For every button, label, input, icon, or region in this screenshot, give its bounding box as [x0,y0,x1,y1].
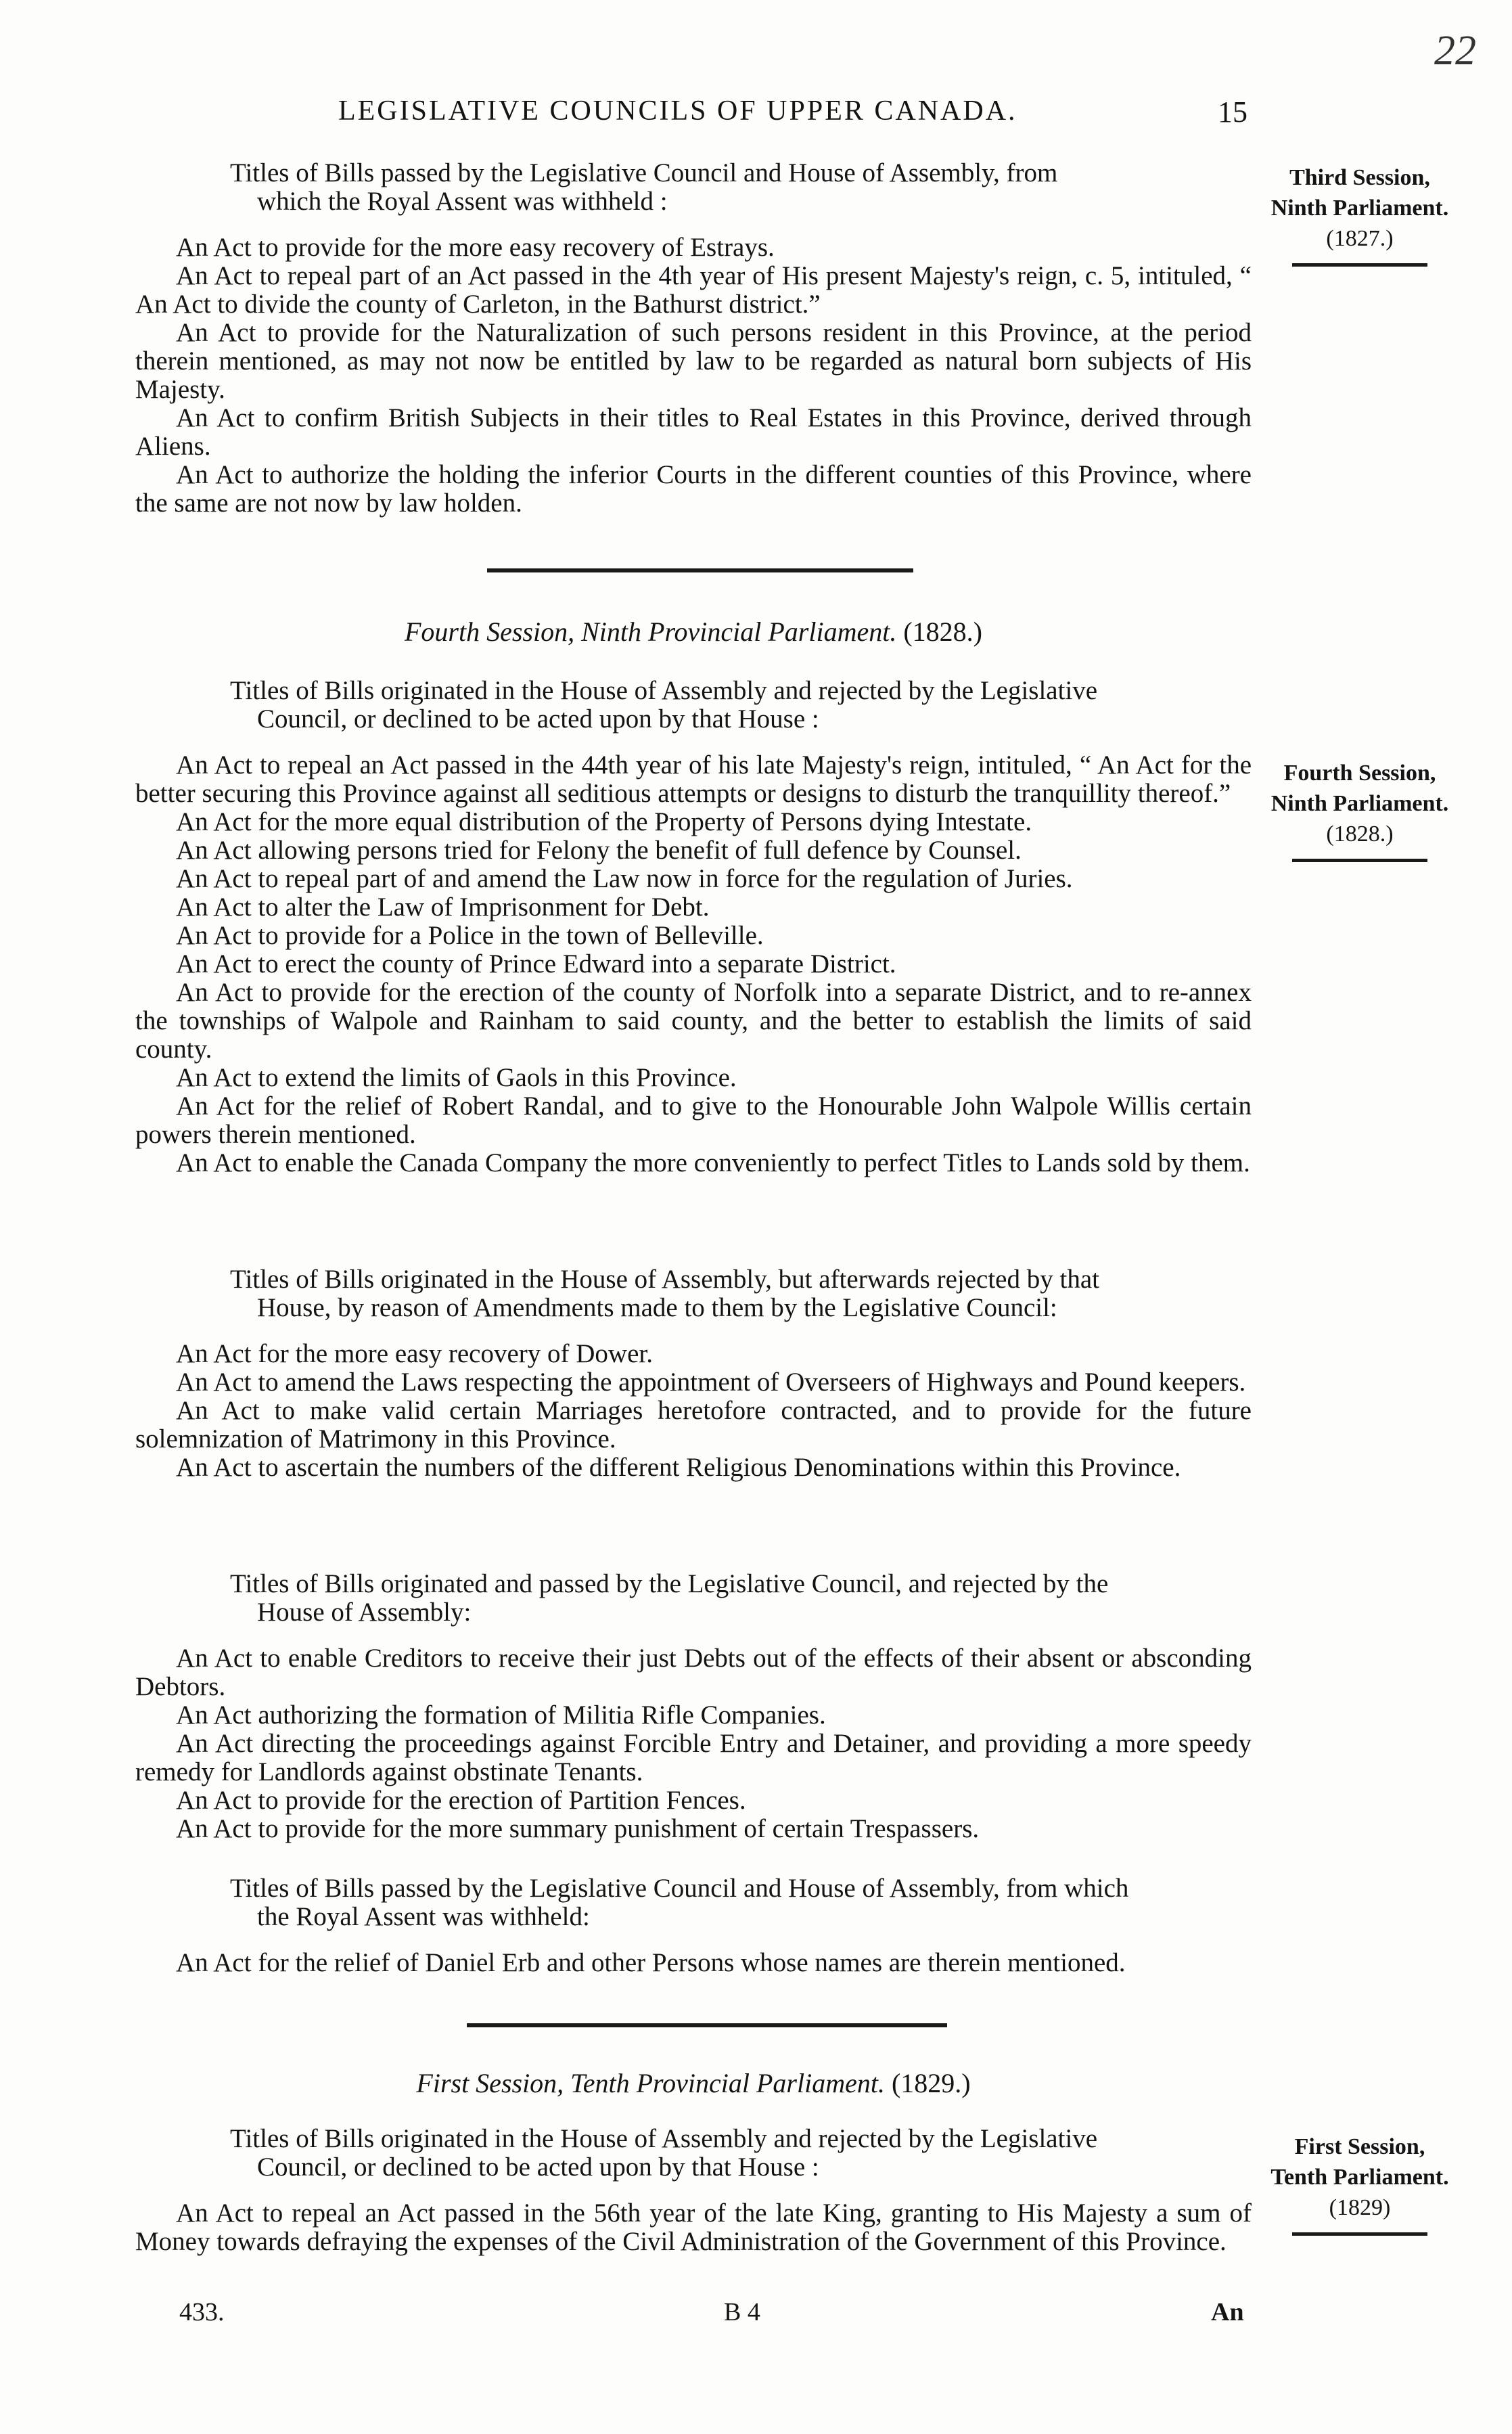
section-rejected-by-amendments [135,1265,1252,1482]
section-fourth-session-rejected [135,677,1252,1177]
running-head: LEGISLATIVE COUNCILS OF UPPER CANADA. [338,95,1017,127]
act-entry: An Act to ascertain the numbers of the different Religious Denominations within this Province. [176,1453,1181,1482]
act-entry: An Act for the more equal distribution of the Property of Persons dying Intestate. [176,807,1032,836]
act-entry: An Act to repeal part of an Act passed in the 4th year of His present Majesty's reign, c. 5, intituled, “ An Act to divide the county of Carleton, in the Bathurst district.” [135,261,1252,319]
section-caption [135,1570,1252,1627]
section-third-session-withheld [135,159,1252,518]
margin-note-line: Tenth Parliament. [1270,2165,1449,2190]
caption-line: Titles of Bills originated in the House of Assembly and rejected by the Legislative [230,2124,1098,2153]
margin-note-line: Third Session, [1289,165,1430,190]
session-year: (1828.) [903,616,982,647]
act-entry: An Act to provide for a Police in the town of Belleville. [176,921,764,950]
act-entry: An Act to enable the Canada Company the more conveniently to perfect Titles to Lands sold by them. [176,1148,1250,1177]
caption-line: the Royal Assent was withheld: [257,1902,590,1931]
act-entry: An Act to make valid certain Marriages heretofore contracted, and to provide for the future solemnization of Matrimony in this Province. [135,1396,1252,1453]
session-title: Fourth Session, Ninth Provincial Parliament. [404,616,897,647]
act-entry: An Act to provide for the erection of Partition Fences. [176,1786,746,1815]
act-entry: An Act to confirm British Subjects in their titles to Real Estates in this Province, derived through Aliens. [135,403,1252,461]
act-entry: An Act to repeal an Act passed in the 44th year of his late Majesty's reign, intituled, “ An Act for the better securing this Province against all seditious attempts or designs to disturb the tranquillity thereof.” [135,750,1252,808]
act-entry: An Act to provide for the more easy recovery of Estrays. [176,233,775,262]
margin-note-line: Ninth Parliament. [1270,791,1449,816]
act-entry: An Act for the relief of Robert Randal, and to give to the Honourable John Walpole Willis certain powers therein mentioned. [135,1091,1252,1149]
act-entry: An Act to amend the Laws respecting the appointment of Overseers of Highways and Pound keepers. [176,1368,1246,1397]
section-caption [135,1874,1252,1931]
section-divider [487,568,913,572]
corner-mark: 22 [1434,28,1476,74]
act-entry: An Act authorizing the formation of Militia Rifle Companies. [176,1700,826,1730]
caption-line: House of Assembly: [257,1598,472,1627]
caption-line: Titles of Bills originated in the House of Assembly and rejected by the Legislative [230,676,1098,705]
section-caption [135,1265,1252,1322]
margin-note-line: Fourth Session, [1283,761,1436,786]
margin-note-line: Ninth Parliament. [1270,196,1449,221]
margin-rule [1292,2232,1427,2236]
section-council-rejected-by-assembly [135,1570,1252,1843]
act-entry: An Act to repeal part of and amend the Law now in force for the regulation of Juries. [176,864,1073,893]
session-heading-first-tenth [135,2067,1252,2099]
page-number: 15 [1218,95,1247,129]
footer-catchword: An [1211,2298,1244,2326]
act-entry: An Act for the more easy recovery of Dower. [176,1339,653,1368]
caption-line: Titles of Bills passed by the Legislative Council and House of Assembly, from which [230,1874,1129,1903]
act-entry: An Act to enable Creditors to receive their just Debts out of the effects of their absent or absconding Debtors. [135,1644,1252,1701]
act-entry: An Act to provide for the Naturalization of such persons resident in this Province, at the period therein mentioned, as may not now be entitled by law to be regarded as natural born subjects of His Majesty. [135,318,1252,404]
margin-rule [1292,859,1427,862]
act-entry: An Act to erect the county of Prince Edward into a separate District. [176,949,896,978]
section-caption [135,677,1252,734]
session-title: First Session, Tenth Provincial Parliament. [416,2068,885,2098]
margin-note-line: (1829) [1329,2195,1391,2220]
session-heading-fourth [135,616,1252,648]
caption-line: Titles of Bills passed by the Legislative Council and House of Assembly, from [230,158,1058,187]
section-caption [135,159,1252,216]
footer-sheet-number: 433. [179,2298,225,2326]
section-caption [135,2125,1252,2182]
caption-line: Titles of Bills originated and passed by the Legislative Council, and rejected by the [230,1569,1109,1598]
act-entry: An Act allowing persons tried for Felony the benefit of full defence by Counsel. [176,836,1022,865]
act-entry: An Act to extend the limits of Gaols in this Province. [176,1063,737,1092]
margin-note-line: First Session, [1294,2134,1425,2159]
margin-note-third-session [1258,162,1461,267]
margin-note-line: (1827.) [1326,226,1394,251]
act-entry: An Act to provide for the more summary punishment of certain Trespassers. [176,1814,980,1843]
section-divider [467,2023,947,2027]
footer-signature: B 4 [724,2298,760,2326]
act-entry: An Act for the relief of Daniel Erb and other Persons whose names are therein mentioned. [176,1948,1126,1977]
section-fourth-session-withheld [135,1874,1252,1977]
margin-note-first-session [1258,2132,1461,2236]
caption-line: which the Royal Assent was withheld : [257,187,668,216]
margin-note-line: (1828.) [1326,821,1394,847]
margin-note-fourth-session [1258,758,1461,862]
caption-line: House, by reason of Amendments made to them by the Legislative Council: [257,1293,1057,1322]
act-entry: An Act directing the proceedings against Forcible Entry and Detainer, and providing a more speedy remedy for Landlords against obstinate Tenants. [135,1729,1252,1786]
act-entry: An Act to authorize the holding the inferior Courts in the different counties of this Province, where the same are not now by law holden. [135,460,1252,518]
act-entry: An Act to alter the Law of Imprisonment for Debt. [176,893,710,922]
session-year: (1829.) [891,2068,971,2098]
caption-line: Titles of Bills originated in the House of Assembly, but afterwards rejected by that [230,1265,1099,1294]
caption-line: Council, or declined to be acted upon by that House : [257,2153,819,2182]
margin-rule [1292,263,1427,267]
act-entry: An Act to repeal an Act passed in the 56th year of the late King, granting to His Majesty a sum of Money towards defraying the expenses of the Civil Administration of the Government of this Province. [135,2199,1252,2256]
section-first-session-rejected [135,2125,1252,2256]
caption-line: Council, or declined to be acted upon by that House : [257,704,819,734]
act-entry: An Act to provide for the erection of the county of Norfolk into a separate District, and to re-annex the townships of Walpole and Rainham to said county, and the better to establish the limits of said county. [135,978,1252,1064]
